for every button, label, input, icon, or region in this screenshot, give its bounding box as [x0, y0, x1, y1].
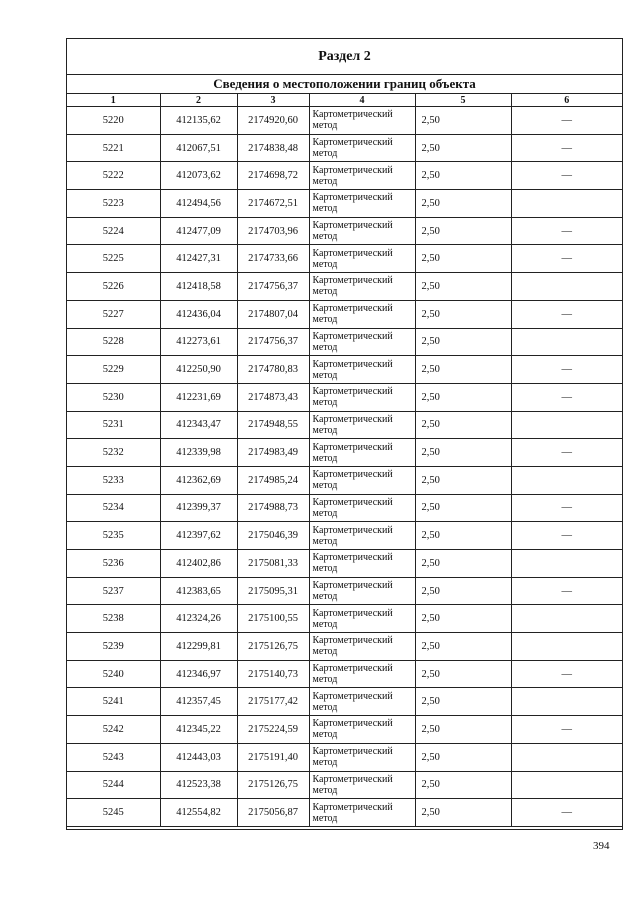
- x-coordinate-cell: 412554,82: [160, 799, 237, 827]
- table-row: [67, 383, 622, 411]
- x-coordinate-cell: 412436,04: [160, 300, 237, 328]
- table-row: [67, 771, 622, 799]
- accuracy-cell: 2,50: [415, 771, 511, 799]
- method-cell: Картометрический метод: [309, 550, 415, 578]
- point-number-cell: 5223: [67, 190, 160, 218]
- accuracy-cell: 2,50: [415, 743, 511, 771]
- method-cell: Картометрический метод: [309, 439, 415, 467]
- coordinates-table: [67, 94, 622, 827]
- point-number-cell: 5221: [67, 134, 160, 162]
- description-cell: —: [511, 522, 622, 550]
- x-coordinate-cell: 412250,90: [160, 356, 237, 384]
- x-coordinate-cell: 412477,09: [160, 217, 237, 245]
- accuracy-cell: 2,50: [415, 107, 511, 135]
- y-coordinate-cell: 2174756,37: [237, 328, 309, 356]
- table-row: [67, 466, 622, 494]
- x-coordinate-cell: 412343,47: [160, 411, 237, 439]
- description-cell: —: [511, 162, 622, 190]
- point-number-cell: 5227: [67, 300, 160, 328]
- method-cell: Картометрический метод: [309, 633, 415, 661]
- accuracy-cell: 2,50: [415, 439, 511, 467]
- table-row: [67, 660, 622, 688]
- method-cell: Картометрический метод: [309, 300, 415, 328]
- y-coordinate-cell: 2175140,73: [237, 660, 309, 688]
- accuracy-cell: 2,50: [415, 633, 511, 661]
- y-coordinate-cell: 2175046,39: [237, 522, 309, 550]
- x-coordinate-cell: 412402,86: [160, 550, 237, 578]
- accuracy-cell: 2,50: [415, 605, 511, 633]
- method-cell: Картометрический метод: [309, 688, 415, 716]
- y-coordinate-cell: 2175191,40: [237, 743, 309, 771]
- description-cell: —: [511, 383, 622, 411]
- method-cell: Картометрический метод: [309, 799, 415, 827]
- accuracy-cell: 2,50: [415, 134, 511, 162]
- y-coordinate-cell: 2174672,51: [237, 190, 309, 218]
- column-header: 3: [237, 94, 309, 107]
- point-number-cell: 5228: [67, 328, 160, 356]
- method-cell: Картометрический метод: [309, 190, 415, 218]
- description-cell: —: [511, 660, 622, 688]
- y-coordinate-cell: 2174948,55: [237, 411, 309, 439]
- description-cell: [511, 411, 622, 439]
- x-coordinate-cell: 412383,65: [160, 577, 237, 605]
- method-cell: Картометрический метод: [309, 162, 415, 190]
- description-cell: [511, 688, 622, 716]
- accuracy-cell: 2,50: [415, 356, 511, 384]
- x-coordinate-cell: 412073,62: [160, 162, 237, 190]
- method-cell: Картометрический метод: [309, 273, 415, 301]
- point-number-cell: 5242: [67, 716, 160, 744]
- y-coordinate-cell: 2174756,37: [237, 273, 309, 301]
- point-number-cell: 5241: [67, 688, 160, 716]
- method-cell: Картометрический метод: [309, 217, 415, 245]
- table-row: [67, 411, 622, 439]
- y-coordinate-cell: 2174807,04: [237, 300, 309, 328]
- accuracy-cell: 2,50: [415, 273, 511, 301]
- description-cell: —: [511, 356, 622, 384]
- x-coordinate-cell: 412362,69: [160, 466, 237, 494]
- point-number-cell: 5220: [67, 107, 160, 135]
- accuracy-cell: 2,50: [415, 577, 511, 605]
- y-coordinate-cell: 2174703,96: [237, 217, 309, 245]
- y-coordinate-cell: 2175095,31: [237, 577, 309, 605]
- accuracy-cell: 2,50: [415, 799, 511, 827]
- table-row: [67, 134, 622, 162]
- x-coordinate-cell: 412427,31: [160, 245, 237, 273]
- description-cell: —: [511, 245, 622, 273]
- table-row: [67, 328, 622, 356]
- method-cell: Картометрический метод: [309, 577, 415, 605]
- point-number-cell: 5235: [67, 522, 160, 550]
- y-coordinate-cell: 2174873,43: [237, 383, 309, 411]
- y-coordinate-cell: 2175126,75: [237, 633, 309, 661]
- table-row: [67, 799, 622, 827]
- description-cell: [511, 466, 622, 494]
- table-row: [67, 300, 622, 328]
- x-coordinate-cell: 412345,22: [160, 716, 237, 744]
- y-coordinate-cell: 2174733,66: [237, 245, 309, 273]
- point-number-cell: 5225: [67, 245, 160, 273]
- point-number-cell: 5224: [67, 217, 160, 245]
- column-header: 2: [160, 94, 237, 107]
- y-coordinate-cell: 2174920,60: [237, 107, 309, 135]
- method-cell: Картометрический метод: [309, 411, 415, 439]
- page-number: 394: [593, 840, 610, 852]
- accuracy-cell: 2,50: [415, 411, 511, 439]
- x-coordinate-cell: 412067,51: [160, 134, 237, 162]
- point-number-cell: 5243: [67, 743, 160, 771]
- table-row: [67, 716, 622, 744]
- y-coordinate-cell: 2174985,24: [237, 466, 309, 494]
- accuracy-cell: 2,50: [415, 716, 511, 744]
- point-number-cell: 5229: [67, 356, 160, 384]
- x-coordinate-cell: 412299,81: [160, 633, 237, 661]
- point-number-cell: 5244: [67, 771, 160, 799]
- accuracy-cell: 2,50: [415, 494, 511, 522]
- description-cell: —: [511, 134, 622, 162]
- point-number-cell: 5234: [67, 494, 160, 522]
- y-coordinate-cell: 2174988,73: [237, 494, 309, 522]
- description-cell: —: [511, 577, 622, 605]
- method-cell: Картометрический метод: [309, 107, 415, 135]
- table-row: [67, 605, 622, 633]
- accuracy-cell: 2,50: [415, 245, 511, 273]
- x-coordinate-cell: 412273,61: [160, 328, 237, 356]
- description-cell: [511, 328, 622, 356]
- table-row: [67, 107, 622, 135]
- description-cell: [511, 743, 622, 771]
- section-title: Раздел 2: [67, 39, 622, 75]
- point-number-cell: 5233: [67, 466, 160, 494]
- table-row: [67, 577, 622, 605]
- table-row: [67, 550, 622, 578]
- x-coordinate-cell: 412357,45: [160, 688, 237, 716]
- y-coordinate-cell: 2175177,42: [237, 688, 309, 716]
- point-number-cell: 5232: [67, 439, 160, 467]
- description-cell: [511, 605, 622, 633]
- accuracy-cell: 2,50: [415, 217, 511, 245]
- x-coordinate-cell: 412399,37: [160, 494, 237, 522]
- method-cell: Картометрический метод: [309, 660, 415, 688]
- y-coordinate-cell: 2175056,87: [237, 799, 309, 827]
- point-number-cell: 5222: [67, 162, 160, 190]
- y-coordinate-cell: 2174780,83: [237, 356, 309, 384]
- description-cell: —: [511, 300, 622, 328]
- method-cell: Картометрический метод: [309, 356, 415, 384]
- x-coordinate-cell: 412324,26: [160, 605, 237, 633]
- x-coordinate-cell: 412346,97: [160, 660, 237, 688]
- table-row: [67, 743, 622, 771]
- point-number-cell: 5238: [67, 605, 160, 633]
- accuracy-cell: 2,50: [415, 522, 511, 550]
- table-row: [67, 439, 622, 467]
- y-coordinate-cell: 2175126,75: [237, 771, 309, 799]
- table-row: [67, 356, 622, 384]
- column-header: 1: [67, 94, 160, 107]
- point-number-cell: 5239: [67, 633, 160, 661]
- table-row: [67, 217, 622, 245]
- description-cell: —: [511, 107, 622, 135]
- table-row: [67, 190, 622, 218]
- accuracy-cell: 2,50: [415, 190, 511, 218]
- description-cell: —: [511, 716, 622, 744]
- accuracy-cell: 2,50: [415, 466, 511, 494]
- method-cell: Картометрический метод: [309, 716, 415, 744]
- method-cell: Картометрический метод: [309, 743, 415, 771]
- accuracy-cell: 2,50: [415, 300, 511, 328]
- x-coordinate-cell: 412443,03: [160, 743, 237, 771]
- description-cell: [511, 190, 622, 218]
- description-cell: —: [511, 217, 622, 245]
- method-cell: Картометрический метод: [309, 494, 415, 522]
- column-header: 6: [511, 94, 622, 107]
- table-row: [67, 494, 622, 522]
- accuracy-cell: 2,50: [415, 328, 511, 356]
- description-cell: —: [511, 439, 622, 467]
- description-cell: —: [511, 494, 622, 522]
- accuracy-cell: 2,50: [415, 688, 511, 716]
- description-cell: [511, 633, 622, 661]
- x-coordinate-cell: 412339,98: [160, 439, 237, 467]
- description-cell: [511, 771, 622, 799]
- y-coordinate-cell: 2174838,48: [237, 134, 309, 162]
- point-number-cell: 5231: [67, 411, 160, 439]
- y-coordinate-cell: 2174698,72: [237, 162, 309, 190]
- accuracy-cell: 2,50: [415, 162, 511, 190]
- point-number-cell: 5240: [67, 660, 160, 688]
- method-cell: Картометрический метод: [309, 383, 415, 411]
- x-coordinate-cell: 412494,56: [160, 190, 237, 218]
- point-number-cell: 5236: [67, 550, 160, 578]
- table-row: [67, 688, 622, 716]
- y-coordinate-cell: 2174983,49: [237, 439, 309, 467]
- accuracy-cell: 2,50: [415, 383, 511, 411]
- y-coordinate-cell: 2175224,59: [237, 716, 309, 744]
- x-coordinate-cell: 412231,69: [160, 383, 237, 411]
- description-cell: [511, 273, 622, 301]
- section-subtitle: Сведения о местоположении границ объекта: [67, 75, 622, 94]
- document-sheet: [66, 38, 623, 830]
- method-cell: Картометрический метод: [309, 771, 415, 799]
- method-cell: Картометрический метод: [309, 605, 415, 633]
- table-header-row: [67, 94, 622, 107]
- column-header: 5: [415, 94, 511, 107]
- x-coordinate-cell: 412397,62: [160, 522, 237, 550]
- method-cell: Картометрический метод: [309, 522, 415, 550]
- point-number-cell: 5230: [67, 383, 160, 411]
- table-row: [67, 522, 622, 550]
- accuracy-cell: 2,50: [415, 660, 511, 688]
- table-row: [67, 273, 622, 301]
- description-cell: —: [511, 799, 622, 827]
- point-number-cell: 5245: [67, 799, 160, 827]
- x-coordinate-cell: 412135,62: [160, 107, 237, 135]
- description-cell: [511, 550, 622, 578]
- table-row: [67, 633, 622, 661]
- method-cell: Картометрический метод: [309, 134, 415, 162]
- column-header: 4: [309, 94, 415, 107]
- method-cell: Картометрический метод: [309, 245, 415, 273]
- y-coordinate-cell: 2175100,55: [237, 605, 309, 633]
- accuracy-cell: 2,50: [415, 550, 511, 578]
- table-row: [67, 245, 622, 273]
- method-cell: Картометрический метод: [309, 328, 415, 356]
- x-coordinate-cell: 412418,58: [160, 273, 237, 301]
- table-row: [67, 162, 622, 190]
- method-cell: Картометрический метод: [309, 466, 415, 494]
- point-number-cell: 5226: [67, 273, 160, 301]
- point-number-cell: 5237: [67, 577, 160, 605]
- x-coordinate-cell: 412523,38: [160, 771, 237, 799]
- y-coordinate-cell: 2175081,33: [237, 550, 309, 578]
